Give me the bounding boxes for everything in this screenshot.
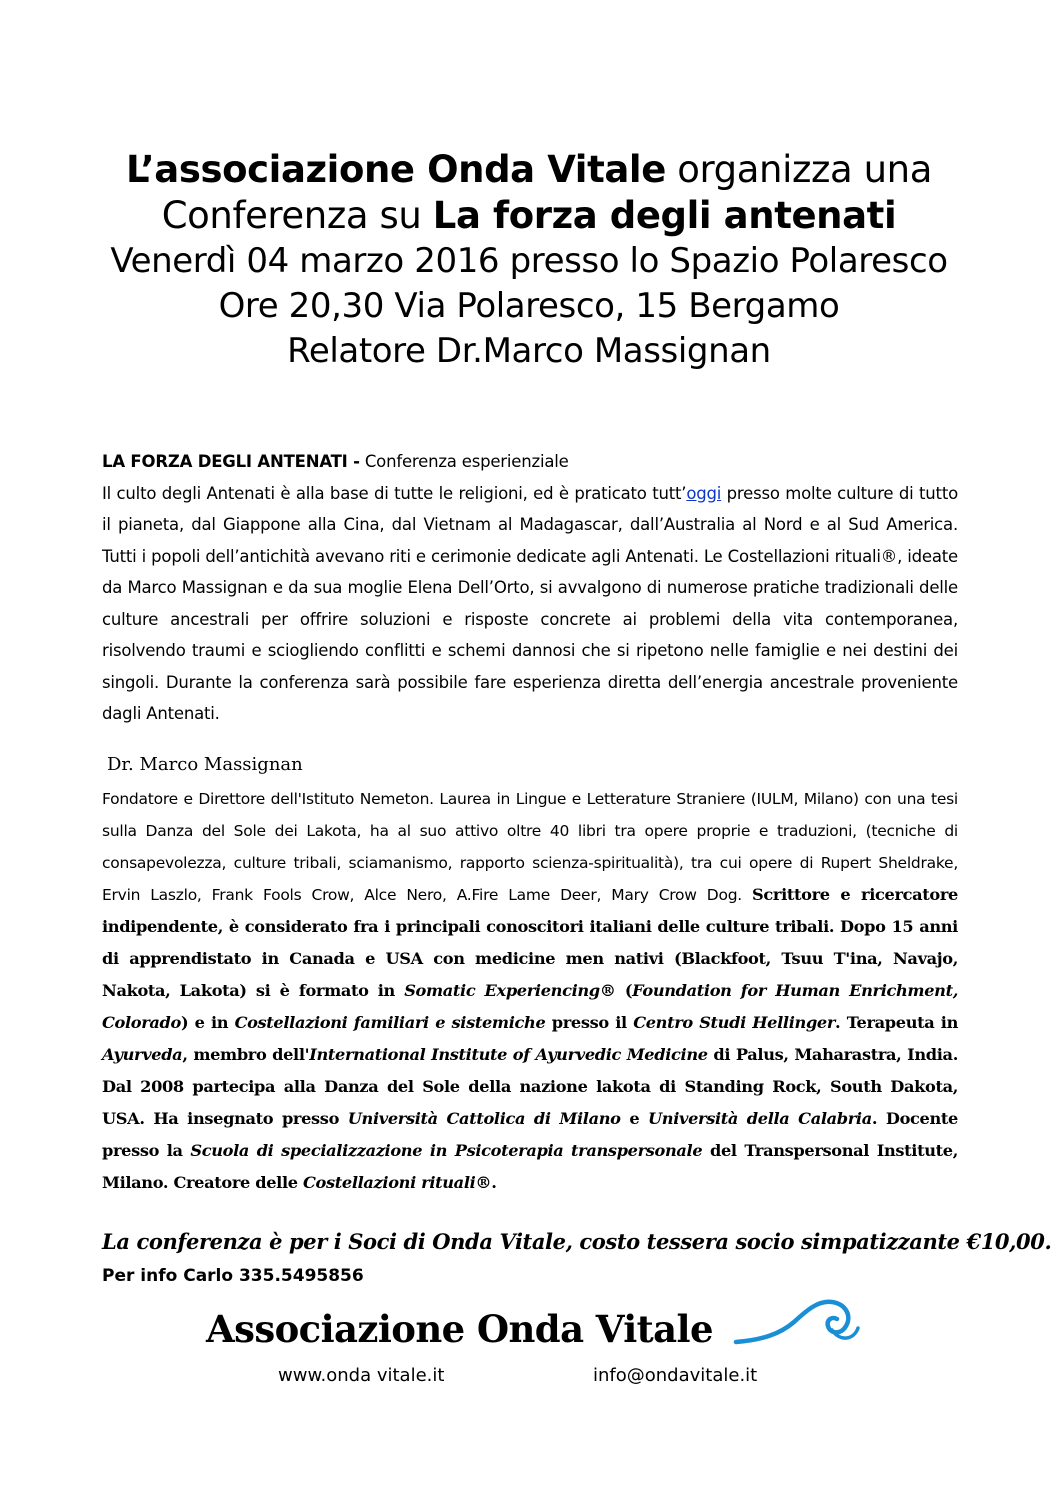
intro-section [102, 446, 958, 730]
organization-name: Associazione Onda Vitale [206, 1307, 713, 1351]
oggi-link[interactable]: oggi [686, 483, 722, 503]
header-line-2: Conferenza su La forza degli antenati [161, 194, 897, 237]
header-time-address: Ore 20,30 Via Polaresco, 15 Bergamo [218, 286, 840, 326]
speaker-bio: Fondatore e Direttore dell'Istituto Nemeton. Laurea in Lingue e Letterature Straniere (IULM, Milano) con una tesi sulla Danza del Sole dei Lakota, ha al suo attivo oltre 40 libri tra opere proprie e traduzioni, (tecniche di consapevolezza, culture tribali, sciamanismo, rapporto scienza-spiritualità), tra cui opere di Rupert Sheldrake, Ervin Laszlo, Frank Fools Crow, Alce Nero, A.Fire Lame Deer, Mary Crow Dog. Scrittore e ricercatore indipendente, è considerato fra i principali conoscitori italiani delle culture tribali. Dopo 15 anni di apprendistato in Canada e USA con medicine men nativi (Blackfoot, Tsuu T'ina, Navajo, Nakota, Lakota) si è formato in Somatic Experiencing® (Foundation for Human Enrichment, Colorado) e in Costellazioni familiari e sistemiche presso il Centro Studi Hellinger. Terapeuta in Ayurveda, membro dell'International Institute of Ayurvedic Medicine di Palus, Maharastra, India. Dal 2008 partecipa alla Danza del Sole della nazione lakota di Standing Rock, South Dakota, USA. Ha insegnato presso Università Cattolica di Milano e Università della Calabria. Docente presso la Scuola di specializzazione in Psicoterapia transpersonale del Transpersonal Institute, Milano. Creatore delle Costellazioni rituali®. [102, 790, 958, 1192]
intro-paragraph: Il culto degli Antenati è alla base di tutte le religioni, ed è praticato tutt’oggi presso molte culture di tutto il pianeta, dal Giappone alla Cina, dal Vietnam al Madagascar, dall’Australia al Nord e al Sud America. Tutti i popoli dell’antichità avevano riti e cerimonie dedicate agli Antenati. Le Costellazioni rituali®, ideate da Marco Massignan e da sua moglie Elena Dell’Orto, si avvalgono di numerose pratiche tradizionali delle culture ancestrali per offrire soluzioni e risposte concrete ai problemi della vita contemporanea, risolvendo traumi e sciogliendo conflitti e schemi dannosi che si ripetono nelle famiglie e nei destini dei singoli. Durante la conferenza sarà possibile fare esperienza diretta dell’energia ancestrale proveniente dagli Antenati. [102, 483, 958, 723]
website-link[interactable]: www.onda vitale.it [278, 1365, 445, 1386]
email-link[interactable]: info@ondavitale.it [593, 1365, 758, 1386]
wave-icon [732, 1290, 862, 1360]
header-date-venue: Venerdì 04 marzo 2016 presso lo Spazio Polaresco [110, 241, 948, 281]
header-speaker: Relatore Dr.Marco Massignan [287, 331, 771, 371]
speaker-name: Dr. Marco Massignan [107, 754, 303, 775]
intro-lead: LA FORZA DEGLI ANTENATI - Conferenza esperienziale [102, 452, 569, 471]
membership-note: La conferenza è per i Soci di Onda Vitale, costo tessera socio simpatizzante €10,00. [102, 1229, 1052, 1254]
speaker-bio-detail: Scrittore e ricercatore indipendente, è considerato fra i principali conoscitori italiani delle culture tribali. Dopo 15 anni di apprendistato in Canada e USA con medicine men nativi (Blackfoot, Tsuu T'ina, Navajo, Nakota, Lakota) si è formato in Somatic Experiencing® (Foundation for Human Enrichment, Colorado) e in Costellazioni familiari e sistemiche presso il Centro Studi Hellinger. Terapeuta in Ayurveda, membro dell'International Institute of Ayurvedic Medicine di Palus, Maharastra, India. Dal 2008 partecipa alla Danza del Sole della nazione lakota di Standing Rock, South Dakota, USA. Ha insegnato presso Università Cattolica di Milano e Università della Calabria. Docente presso la Scuola di specializzazione in Psicoterapia transpersonale del Transpersonal Institute, Milano. Creatore delle Costellazioni rituali®. [102, 885, 958, 1192]
header-line-1: L’associazione Onda Vitale organizza una [125, 148, 933, 191]
contact-info: Per info Carlo 335.5495856 [102, 1266, 364, 1286]
event-header [40, 147, 1018, 374]
